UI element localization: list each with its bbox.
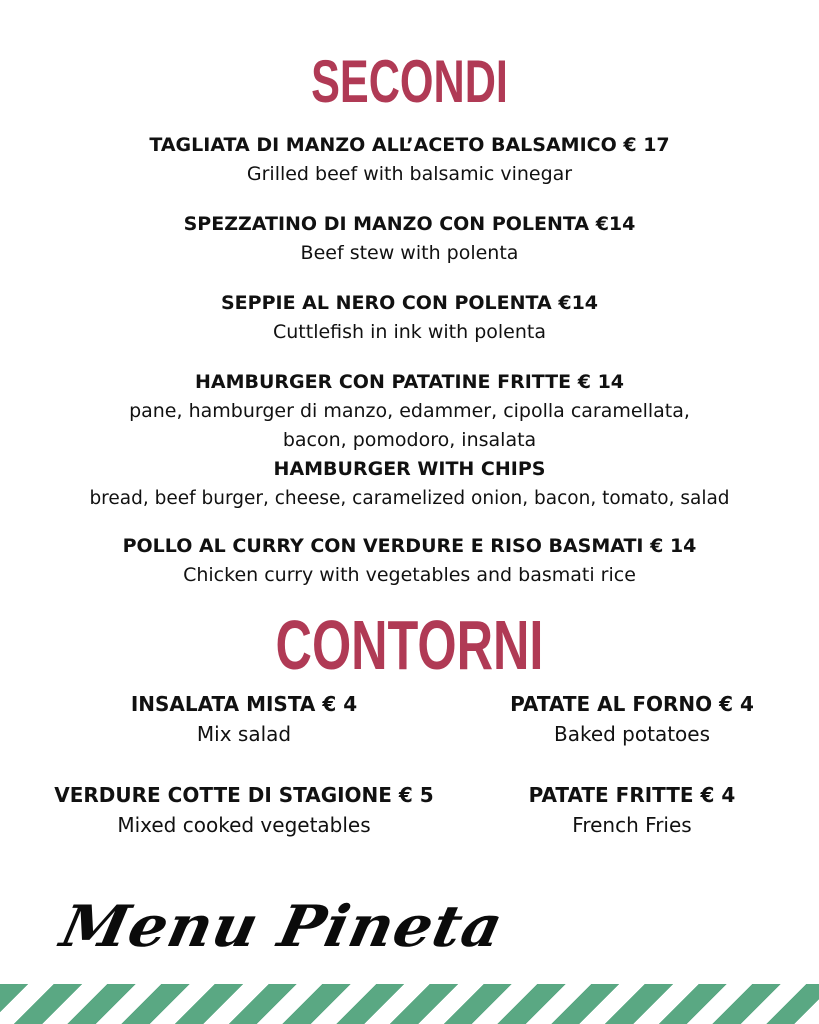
dish-pollo-curry <box>0 532 819 590</box>
side-name: INSALATA MISTA € 4 <box>130 692 358 716</box>
dish-description: Grilled beef with balsamic vinegar <box>246 163 573 185</box>
side-verdure <box>44 780 444 840</box>
dish-name: SPEZZATINO DI MANZO CON POLENTA €14 <box>183 213 636 235</box>
side-insalata <box>44 689 444 749</box>
dish-seppie <box>0 289 819 347</box>
dish-spezzatino <box>0 210 819 268</box>
dish-name: SEPPIE AL NERO CON POLENTA €14 <box>220 292 599 314</box>
dish-name: HAMBURGER CON PATATINE FRITTE € 14 <box>194 371 625 393</box>
side-patate-fritte <box>432 780 819 840</box>
side-description: French Fries <box>572 813 692 837</box>
dish-description-line-2: bacon, pomodoro, insalata <box>282 429 537 451</box>
secondi-heading: SECONDI <box>311 48 508 115</box>
dish-name: POLLO AL CURRY CON VERDURE E RISO BASMATI € 14 <box>122 535 697 557</box>
dish-description: Beef stew with polenta <box>300 242 519 264</box>
side-patate-forno <box>432 689 819 749</box>
contorni-heading: CONTORNI <box>275 606 544 684</box>
dish-description-line-1: pane, hamburger di manzo, edammer, cipolla caramellata, <box>129 400 690 422</box>
striped-border <box>0 984 819 1024</box>
dish-description-english: bread, beef burger, cheese, caramelized onion, bacon, tomato, salad <box>89 488 730 509</box>
side-description: Baked potatoes <box>553 722 711 746</box>
menu-pineta-signature: Menu Pineta <box>54 893 510 961</box>
side-name: PATATE AL FORNO € 4 <box>510 692 754 716</box>
dish-hamburger <box>0 368 819 513</box>
side-name: PATATE FRITTE € 4 <box>528 783 736 807</box>
dish-name: TAGLIATA DI MANZO ALL’ACETO BALSAMICO € 17 <box>149 134 670 156</box>
dish-description: Chicken curry with vegetables and basmati rice <box>183 564 636 586</box>
dish-description: Cuttlefish in ink with polenta <box>273 321 546 343</box>
dish-name-english: HAMBURGER WITH CHIPS <box>273 458 546 480</box>
side-description: Mixed cooked vegetables <box>117 813 371 837</box>
side-description: Mix salad <box>196 722 292 746</box>
dish-tagliata <box>0 131 819 189</box>
side-name: VERDURE COTTE DI STAGIONE € 5 <box>54 783 434 807</box>
